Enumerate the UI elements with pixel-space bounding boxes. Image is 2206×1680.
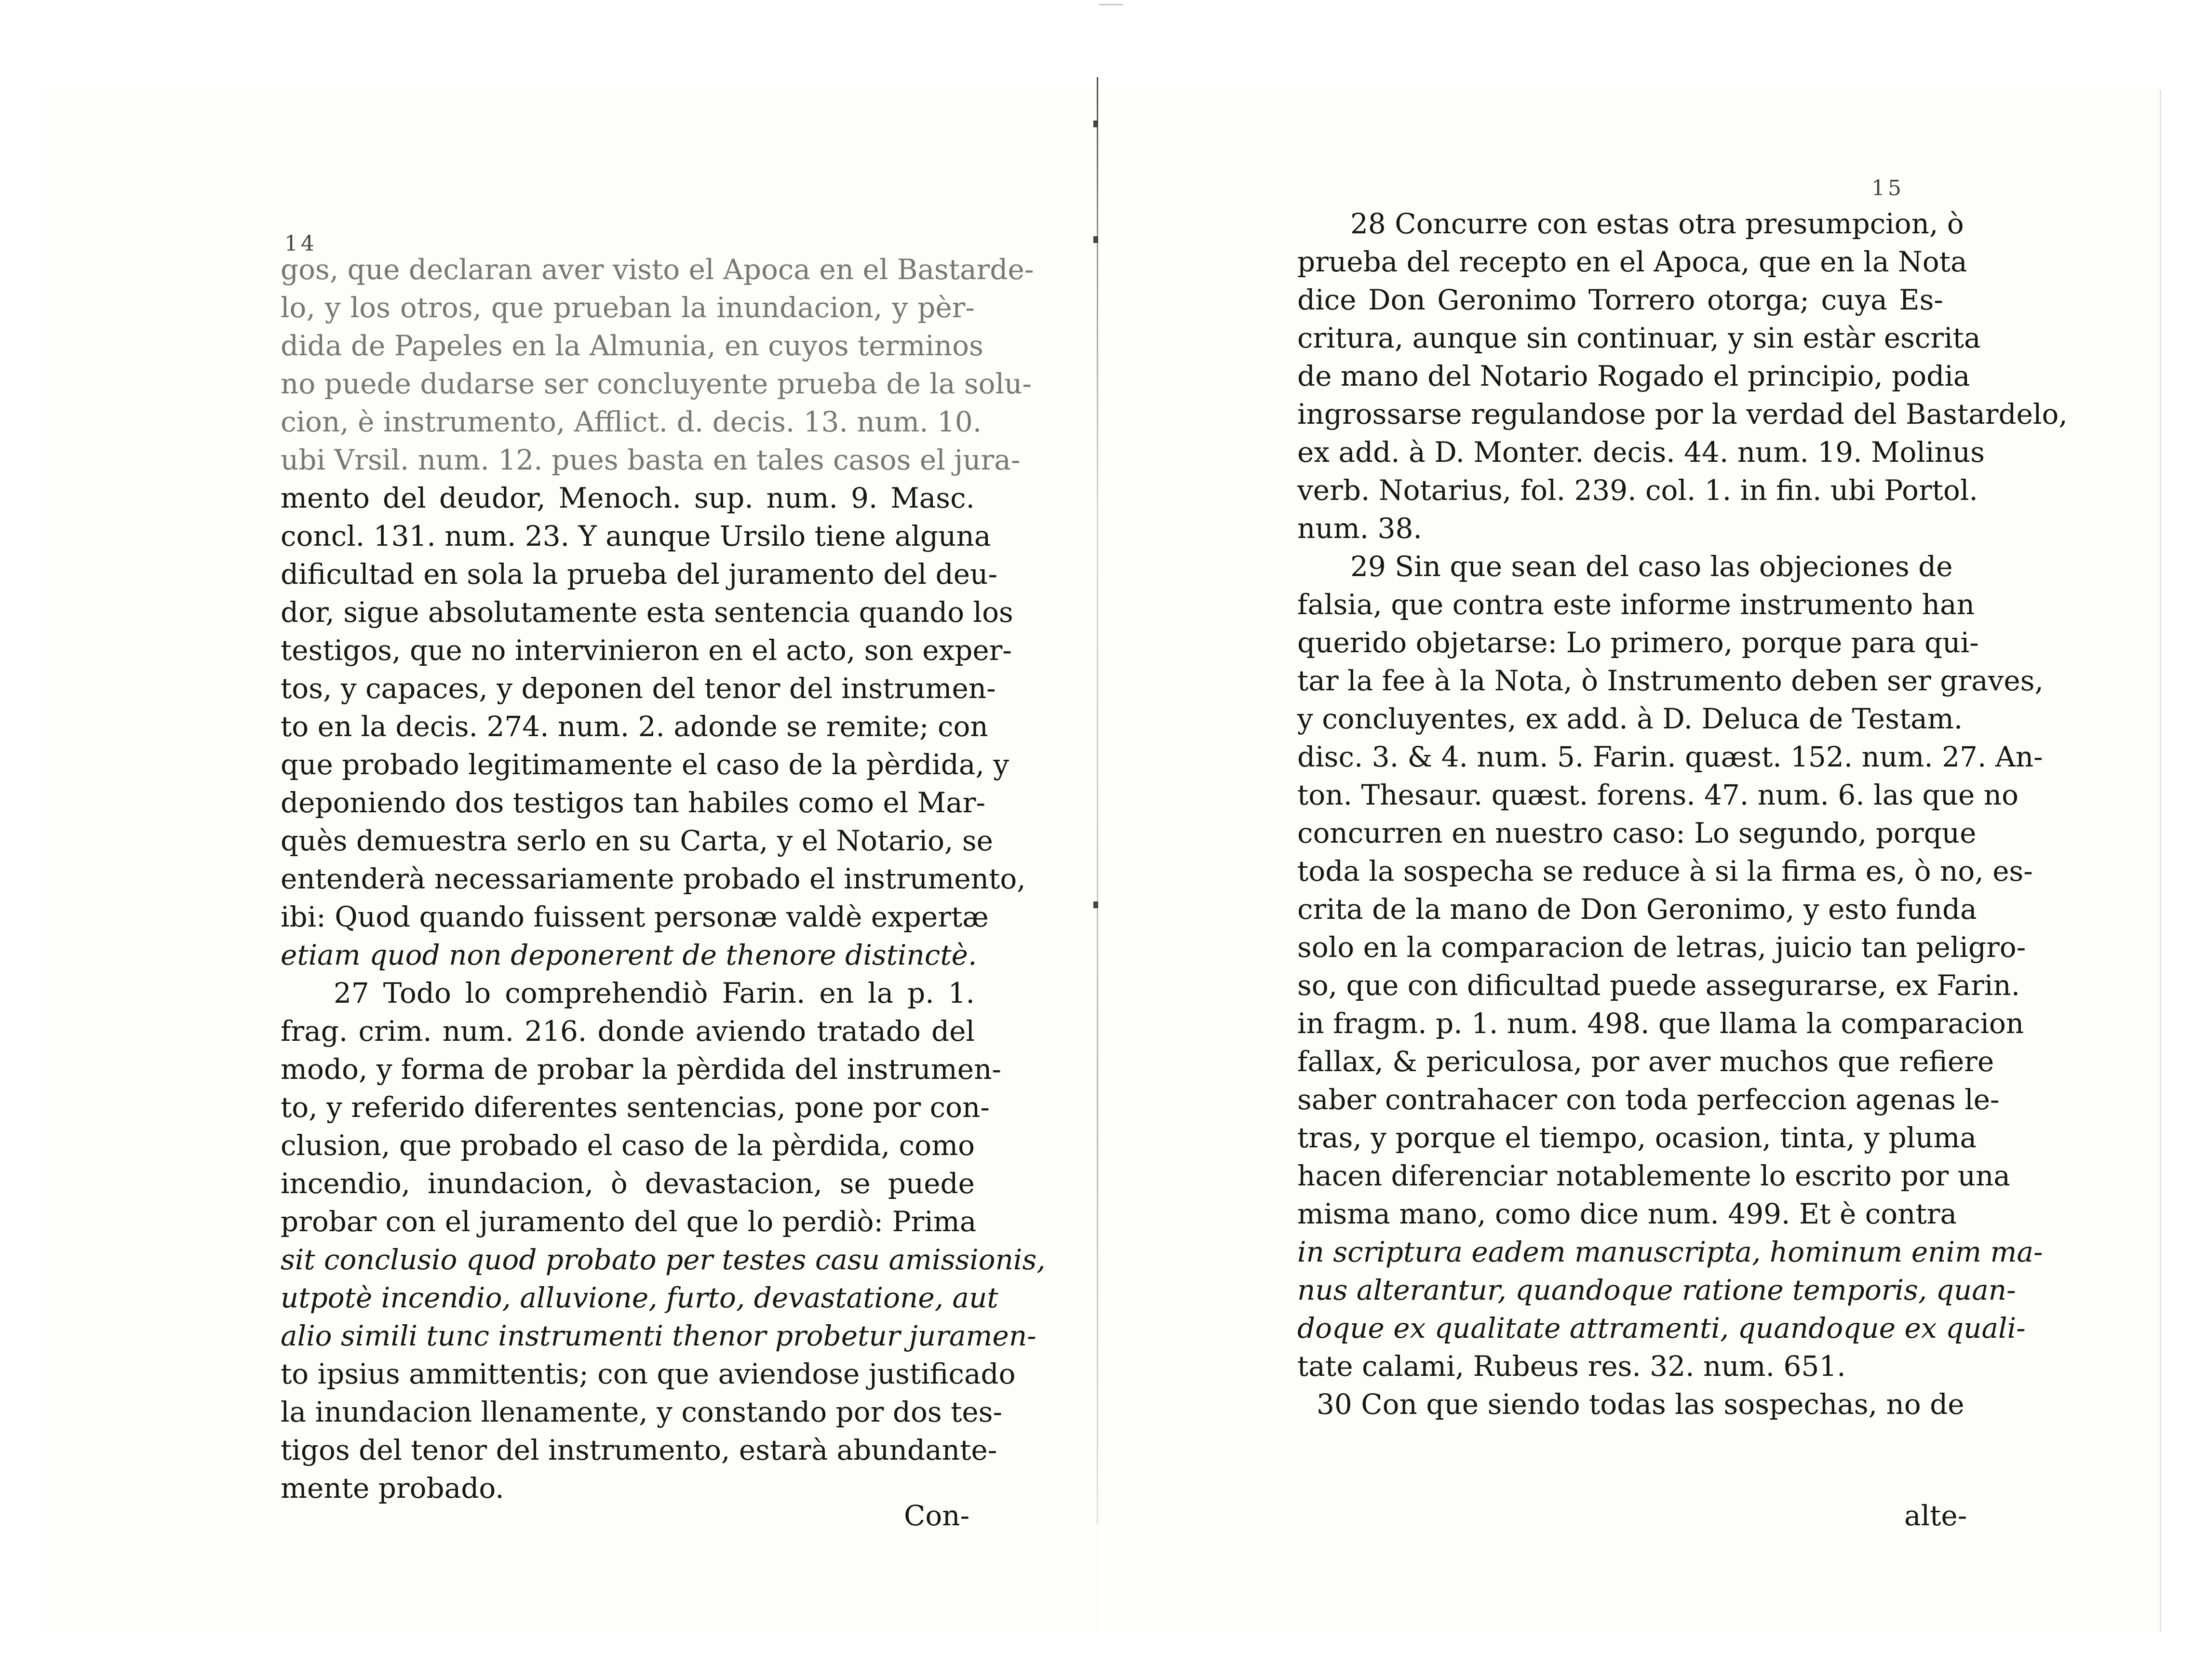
- text-line: ex add. à D. Monter. decis. 44. num. 19. Molinus: [1297, 436, 1985, 469]
- page-number-left: 14: [284, 231, 317, 256]
- right-page: [1104, 89, 2161, 1632]
- text-line: num. 38.: [1297, 512, 1422, 545]
- text-line: hacen diferenciar notablemente lo escrito por una: [1297, 1159, 2010, 1192]
- text-line: to en la decis. 274. num. 2. adonde se remite; con: [281, 710, 988, 743]
- text-line: clusion, que probado el caso de la pèrdida, como: [281, 1129, 975, 1162]
- text-line: to, y referido diferentes sentencias, pone por con-: [281, 1091, 990, 1124]
- text-line: fallax, & periculosa, por aver muchos que refiere: [1297, 1045, 1994, 1078]
- paragraph-27-start: 27 Todo lo comprehendiò Farin. en la p. 1.: [334, 977, 975, 1009]
- text-line: dida de Papeles en la Almunia, en cuyos terminos: [281, 329, 983, 362]
- text-line: que probado legitimamente el caso de la pèrdida, y: [281, 748, 1009, 781]
- text-line: tar la fee à la Nota, ò Instrumento deben ser graves,: [1297, 664, 2044, 697]
- text-line: prueba del recepto en el Apoca, que en la Nota: [1297, 245, 1967, 278]
- text-line-italic: sit conclusio quod probato per testes casu amissionis,: [281, 1243, 1046, 1276]
- text-line: mento del deudor, Menoch. sup. num. 9. Masc.: [281, 482, 975, 514]
- text-line: lo, y los otros, que prueban la inundacion, y pèr-: [281, 291, 975, 324]
- text-line-italic: ibi: Quod quando fuissent personæ valdè expertæ: [281, 900, 989, 933]
- left-page: [46, 89, 1102, 1632]
- text-line: probar con el juramento del que lo perdiò: Prima: [281, 1205, 977, 1238]
- top-edge-mark: [1099, 4, 1123, 5]
- text-line: dor, sigue absolutamente esta sentencia quando los: [281, 596, 1013, 629]
- text-line: to ipsius ammittentis; con que aviendose justificado: [281, 1357, 1016, 1390]
- text-line: deponiendo dos testigos tan habiles como el Mar-: [281, 786, 986, 819]
- text-line: concurren en nuestro caso: Lo segundo, porque: [1297, 817, 1977, 849]
- text-line: testigos, que no intervinieron en el acto, son exper-: [281, 634, 1012, 667]
- text-line-italic: alio simili tunc instrumenti thenor probetur juramen-: [281, 1319, 1036, 1352]
- catchword-right: alte-: [1904, 1499, 1967, 1532]
- text-line: so, que con dificultad puede assegurarse, ex Farin.: [1297, 969, 2020, 1002]
- text-line: solo en la comparacion de letras, juicio tan peligro-: [1297, 931, 2026, 964]
- paragraph-30-start: 30 Con que siendo todas las sospechas, no de: [1317, 1388, 1964, 1421]
- text-line-italic: nus alterantur, quandoque ratione temporis, quan-: [1297, 1274, 2016, 1306]
- text-line: in fragm. p. 1. num. 498. que llama la comparacion: [1297, 1007, 2024, 1040]
- text-line: no puede dudarse ser concluyente prueba de la solu-: [281, 367, 1032, 400]
- page-number-right: 15: [1871, 176, 1904, 201]
- text-line-italic: etiam quod non deponerent de thenore distinctè.: [281, 939, 977, 971]
- text-line: tras, y porque el tiempo, ocasion, tinta, y pluma: [1297, 1121, 1977, 1154]
- left-page-text: [281, 251, 1046, 1507]
- text-line: ton. Thesaur. quæst. forens. 47. num. 6. las que no: [1297, 779, 2018, 811]
- paragraph-28-start: 28 Concurre con estas otra presumpcion, ò: [1350, 207, 1964, 240]
- text-line-italic: in scriptura eadem manuscripta, hominum enim ma-: [1297, 1236, 2043, 1268]
- text-line: entenderà necessariamente probado el instrumento,: [281, 862, 1026, 895]
- text-line: tos, y capaces, y deponen del tenor del instrumen-: [281, 672, 996, 705]
- text-line: mente probado.: [281, 1472, 504, 1505]
- text-line: tigos del tenor del instrumento, estarà abundante-: [281, 1434, 997, 1466]
- text-line: saber contrahacer con toda perfeccion agenas le-: [1297, 1083, 2000, 1116]
- book-gutter: [1095, 77, 1099, 1523]
- text-line: misma mano, como dice num. 499. Et è contra: [1297, 1197, 1957, 1230]
- text-line: cion, è instrumento, Afflict. d. decis. 13. num. 10.: [281, 405, 982, 438]
- text-line: modo, y forma de probar la pèrdida del instrumen-: [281, 1053, 1002, 1086]
- text-line: critura, aunque sin continuar, y sin estàr escrita: [1297, 322, 1981, 354]
- text-line: quès demuestra serlo en su Carta, y el Notario, se: [281, 824, 994, 857]
- text-line: disc. 3. & 4. num. 5. Farin. quæst. 152. num. 27. An-: [1297, 740, 2043, 773]
- right-page-text: [1297, 205, 2068, 1424]
- text-line: querido objetarse: Lo primero, porque para qui-: [1297, 626, 1979, 659]
- text-line: dice Don Geronimo Torrero otorga; cuya Es-: [1297, 283, 1943, 316]
- text-line: de mano del Notario Rogado el principio, podia: [1297, 360, 1970, 392]
- text-line: incendio, inundacion, ò devastacion, se puede: [281, 1167, 975, 1200]
- text-line: dificultad en sola la prueba del juramento del deu-: [281, 558, 998, 591]
- text-line: falsia, que contra este informe instrumento han: [1297, 588, 1975, 621]
- text-line: ingrossarse regulandose por la verdad del Bastardelo,: [1297, 398, 2068, 430]
- text-line: frag. crim. num. 216. donde aviendo tratado del: [281, 1015, 975, 1048]
- paragraph-29-start: 29 Sin que sean del caso las objeciones de: [1350, 550, 1953, 583]
- text-line: verb. Notarius, fol. 239. col. 1. in fin. ubi Portol.: [1297, 474, 1978, 507]
- text-line: tate calami, Rubeus res. 32. num. 651.: [1297, 1350, 1846, 1383]
- text-line: ubi Vrsil. num. 12. pues basta en tales casos el jura-: [281, 444, 1021, 476]
- text-line: crita de la mano de Don Geronimo, y esto funda: [1297, 893, 1977, 926]
- text-line: toda la sospecha se reduce à si la firma es, ò no, es-: [1297, 855, 2033, 887]
- text-line: concl. 131. num. 23. Y aunque Ursilo tiene alguna: [281, 520, 991, 552]
- text-line: y concluyentes, ex add. à D. Deluca de Testam.: [1297, 702, 1963, 735]
- catchword-left: Con-: [904, 1499, 970, 1532]
- text-line: la inundacion llenamente, y constando por dos tes-: [281, 1396, 1003, 1428]
- text-line-italic: doque ex qualitate attramenti, quandoque ex quali-: [1297, 1312, 2026, 1344]
- text-line-italic: utpotè incendio, alluvione, furto, devastatione, aut: [281, 1281, 998, 1314]
- text-line: gos, que declaran aver visto el Apoca en el Bastarde-: [281, 253, 1034, 286]
